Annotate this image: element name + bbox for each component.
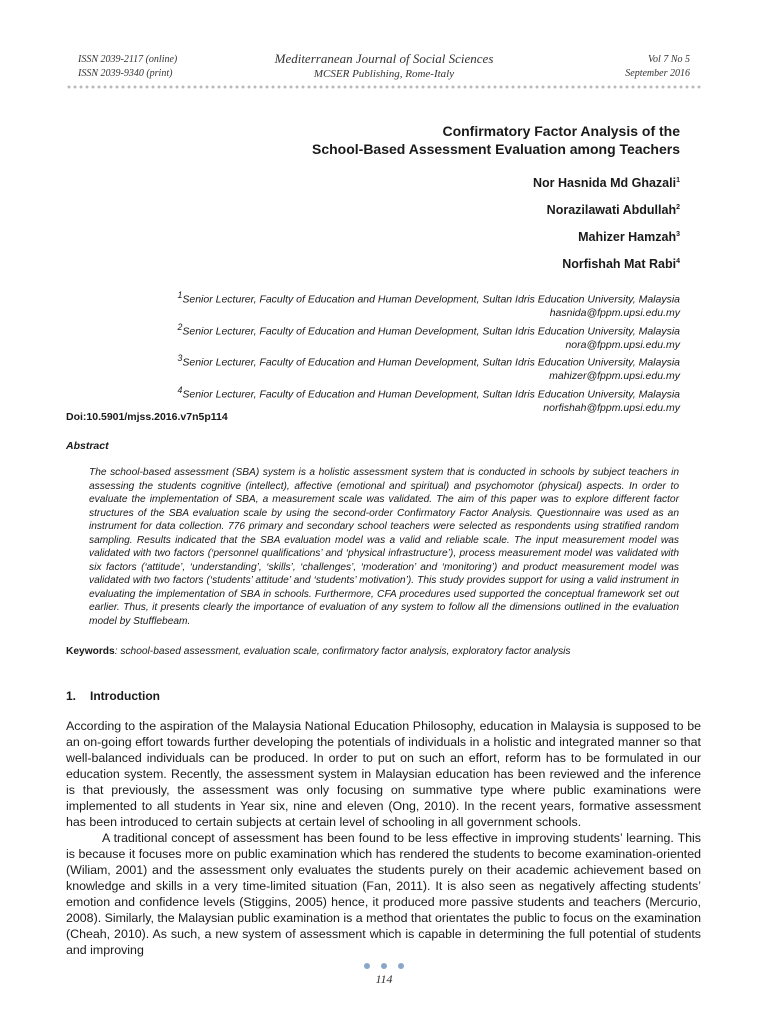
title-line-1: Confirmatory Factor Analysis of the xyxy=(442,123,680,139)
keywords-text: : school-based assessment, evaluation scale, confirmatory factor analysis, exploratory factor analysis xyxy=(114,646,571,657)
email-1[interactable]: hasnida@fppm.upsi.edu.my xyxy=(549,307,680,319)
abstract-heading: Abstract xyxy=(66,440,109,452)
issn-print: ISSN 2039-9340 (print) xyxy=(78,68,173,79)
issue-block xyxy=(625,53,690,81)
author-1: Nor Hasnida Md Ghazali$^1$ xyxy=(533,176,680,190)
title-line-2: School-Based Assessment Evaluation among Teachers xyxy=(311,141,680,157)
footer-dot xyxy=(364,963,370,969)
doi[interactable]: Doi:10.5901/mjss.2016.v7n5p114 xyxy=(66,411,228,423)
footer-dot xyxy=(398,963,404,969)
section-title: Introduction xyxy=(90,689,160,703)
paragraph-2: A traditional concept of assessment has been found to be less effective in improving students’ learning. This is because it focuses more on public examination which has rendered the students to become examination-oriented (Wiliam, 2001) and the assessment only evaluates the students purely on their academic achievement based on knowledge and skills in a very time-limited situation (Fan, 2011). It is also seen as negatively affecting students’ emotion and confidence levels (Stiggins, 2005) hence, it produced more passive students and teachers (Mercurio, 2008). Similarly, the Malaysian public examination is a method that orientates the public to focus on the examination (Cheah, 2010). As such, a new system of assessment which is capable in determining the full potential of students and improving xyxy=(66,831,701,957)
paper-title xyxy=(120,122,680,158)
email-3[interactable]: mahizer@fppm.upsi.edu.my xyxy=(549,370,680,382)
page-number: 114 xyxy=(375,972,393,986)
volume: Vol 7 No 5 xyxy=(648,54,690,65)
paragraph-1: According to the aspiration of the Malaysia National Education Philosophy, education in Malaysia is supposed to be an on-going effort towards further developing the potentials of individuals in a holistic and integrated manner so that well-balanced individuals can be produced. In order to put on such an effort, reform has to be formulated in our education system. Recently, the assessment system in Malaysian education has been reviewed and the inference is that previously, the assessment was only focusing on summative type where public examinations were implemented to all students in Year six, nine and eleven (Ong, 2010). In the recent years, formative assessment has been introduced to certain subjects at certain level of schooling in all government schools. xyxy=(66,719,701,829)
footer-dots xyxy=(364,963,404,971)
keywords-label: Keywords xyxy=(66,646,115,657)
affiliation-1: $^1$Senior Lecturer, Faculty of Education and Human Development, Sultan Idris Education University, Malaysia xyxy=(177,290,680,306)
email-4[interactable]: norfishah@fppm.upsi.edu.my xyxy=(543,401,680,414)
affiliation-4: $^4$Senior Lecturer, Faculty of Education and Human Development, Sultan Idris Education University, Malaysia xyxy=(177,384,680,400)
header-divider xyxy=(66,84,702,90)
section-body xyxy=(66,718,701,958)
journal-header xyxy=(200,50,568,82)
affiliation-2: $^2$Senior Lecturer, Faculty of Education and Human Development, Sultan Idris Education University, Malaysia xyxy=(177,321,680,337)
issue-date: September 2016 xyxy=(625,68,690,79)
section-heading xyxy=(66,689,160,703)
author-2: Norazilawati Abdullah$^2$ xyxy=(546,203,680,217)
issn-online: ISSN 2039-2117 (online) xyxy=(78,54,178,65)
email-2[interactable]: nora@fppm.upsi.edu.my xyxy=(565,338,680,351)
footer-dot xyxy=(381,963,387,969)
abstract-text: The school-based assessment (SBA) system is a holistic assessment system that is conducted in schools by subject teachers in assessing the students cognitive (intellect), affective (emotional and spiritual) and psychomotor (physical) aspects. In order to evaluate the implementation of SBA, a measurement scale was validated. The aim of this paper was to explore different factor structures of the SBA evaluation scale by using the second-order Confirmatory Factor Analysis. Questionnaire was used as an instrument for data collection. 776 primary and secondary school teachers were selected as respondents using stratified random sampling. Results indicated that the SBA evaluation model was a valid and reliable scale. The input measurement model was validated with two factors (‘personnel qualifications’ and ‘physical infrastructure’), process measurement model was validated with six factors (‘attitude’, ‘understanding’, ‘skills’, ‘challenges’, ‘moderation’ and ‘monitoring’) and product measurement model was validated with two factors (‘students’ attitude’ and ‘students’ motivation’). This study provides support for using a valid instrument in evaluating the implementation of SBA in schools. Furthermore, CFA procedures used supported the conceptual framework set out earlier. Thus, it presents clearly the importance of evaluation of any system to follow all the dimensions outlined in the evaluation model by Stufflebeam. xyxy=(89,467,679,627)
author-3: Mahizer Hamzah$^3$ xyxy=(578,230,680,244)
keywords xyxy=(66,646,702,657)
section-number: 1. xyxy=(66,689,77,703)
affiliations xyxy=(160,289,680,415)
author-4: Norfishah Mat Rabi$^4$ xyxy=(562,257,680,271)
journal-name: Mediterranean Journal of Social Sciences xyxy=(274,51,494,66)
publisher: MCSER Publishing, Rome-Italy xyxy=(313,68,455,80)
affiliation-3: $^3$Senior Lecturer, Faculty of Education and Human Development, Sultan Idris Education University, Malaysia xyxy=(177,353,680,369)
issn-block xyxy=(78,53,177,81)
